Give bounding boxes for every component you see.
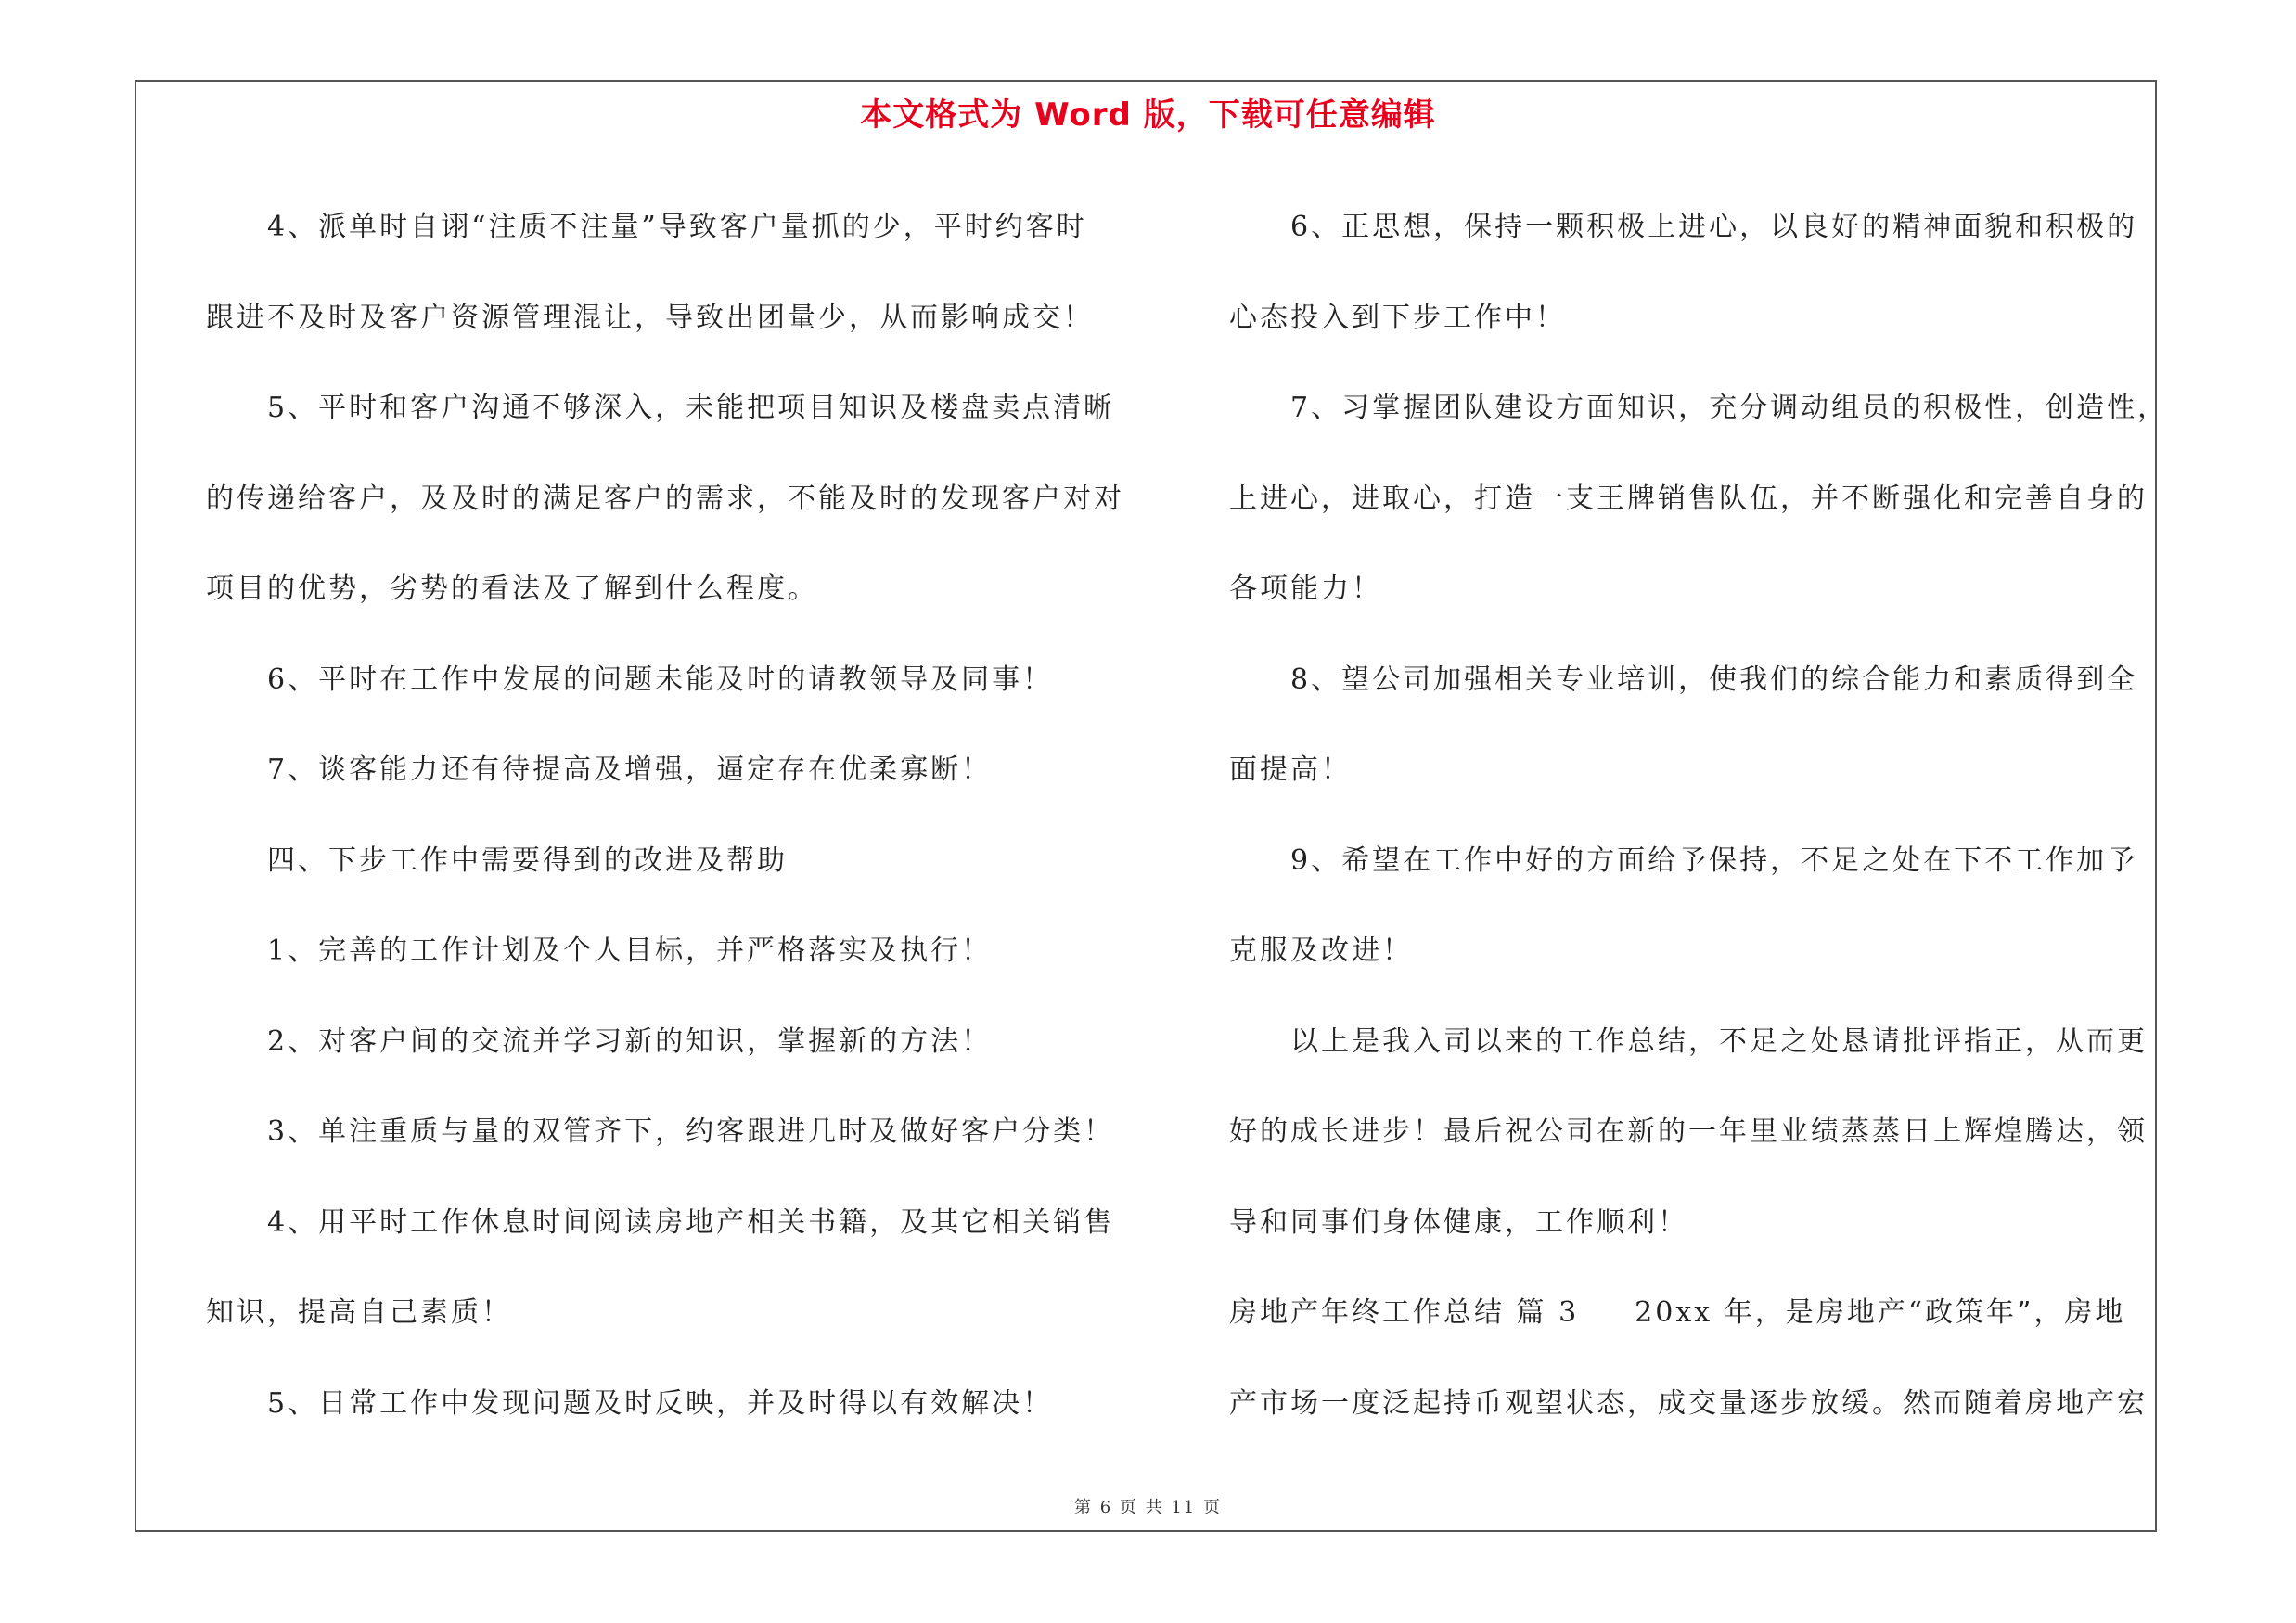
paragraph-line: 4、派单时自诩“注质不注量”导致客户量抓的少，平时约客时 [267,211,1087,243]
right-column [1229,182,2169,1449]
left-column [206,182,1124,1449]
paragraph-line: 面提高！ [1229,754,1352,786]
page-number: 第 6 页 共 11 页 [1074,1498,1222,1517]
paragraph-line: 项目的优势，劣势的看法及了解到什么程度。 [206,573,818,605]
paragraph-line: 1、完善的工作计划及个人目标，并严格落实及执行！ [267,934,993,967]
paragraph-line: 5、平时和客户沟通不够深入，未能把项目知识及楼盘卖点清晰 [267,392,1115,424]
paragraph-line: 6、平时在工作中发展的问题未能及时的请教领导及同事！ [267,663,1054,696]
paragraph-line: 7、习掌握团队建设方面知识，充分调动组员的积极性，创造性， [1290,392,2169,424]
paragraph-line: 4、用平时工作休息时间阅读房地产相关书籍，及其它相关销售 [267,1205,1115,1239]
paragraph-line: 四、下步工作中需要得到的改进及帮助 [267,844,788,877]
paragraph-line: 以上是我入司以来的工作总结，不足之处恳请批评指正，从而更 [1290,1024,2148,1058]
paragraph-line: 克服及改进！ [1229,934,1413,967]
section-title: 房地产年终工作总结 篇 3 [1229,1296,1580,1329]
paragraph-line: 2、对客户间的交流并学习新的知识，掌握新的方法！ [267,1024,993,1058]
paragraph-line: 3、单注重质与量的双管齐下，约客跟进几时及做好客户分类！ [267,1115,1115,1148]
paragraph-line: 导和同事们身体健康，工作顺利！ [1229,1205,1688,1239]
paragraph-line: 6、正思想，保持一颗积极上进心，以良好的精神面貌和积极的 [1290,211,2138,243]
paragraph-line: 9、希望在工作中好的方面给予保持，不足之处在下不工作加予 [1290,844,2138,877]
paragraph-line: 好的成长进步！最后祝公司在新的一年里业绩蒸蒸日上辉煌腾达，领 [1229,1115,2148,1148]
paragraph-line: 产市场一度泛起持币观望状态，成交量逐步放缓。然而随着房地产宏 [1229,1386,2148,1420]
paragraph-line: 的传递给客户，及及时的满足客户的需求，不能及时的发现客户对对 [206,482,1124,515]
paragraph-line: 各项能力！ [1229,573,1382,605]
paragraph-line: 5、日常工作中发现问题及时反映，并及时得以有效解决！ [267,1386,1054,1420]
paragraph-line: 7、谈客能力还有待提高及增强，逼定存在优柔寡断！ [267,754,993,786]
paragraph-line: 心态投入到下步工作中！ [1229,301,1566,334]
paragraph-line: 上进心，进取心，打造一支王牌销售队伍，并不断强化和完善自身的 [1229,482,2148,515]
paragraph-line: 跟进不及时及客户资源管理混让，导致出团量少，从而影响成交！ [206,301,1094,334]
paragraph-line: 知识，提高自己素质！ [206,1296,512,1329]
section-lead-text: 20xx 年，是房地产“政策年”，房地 [1635,1296,2126,1329]
section-heading-line [1229,1268,2148,1359]
paragraph-line: 8、望公司加强相关专业培训，使我们的综合能力和素质得到全 [1290,663,2138,696]
edit-banner: 本文格式为 Word 版，下载可任意编辑 [860,97,1436,134]
